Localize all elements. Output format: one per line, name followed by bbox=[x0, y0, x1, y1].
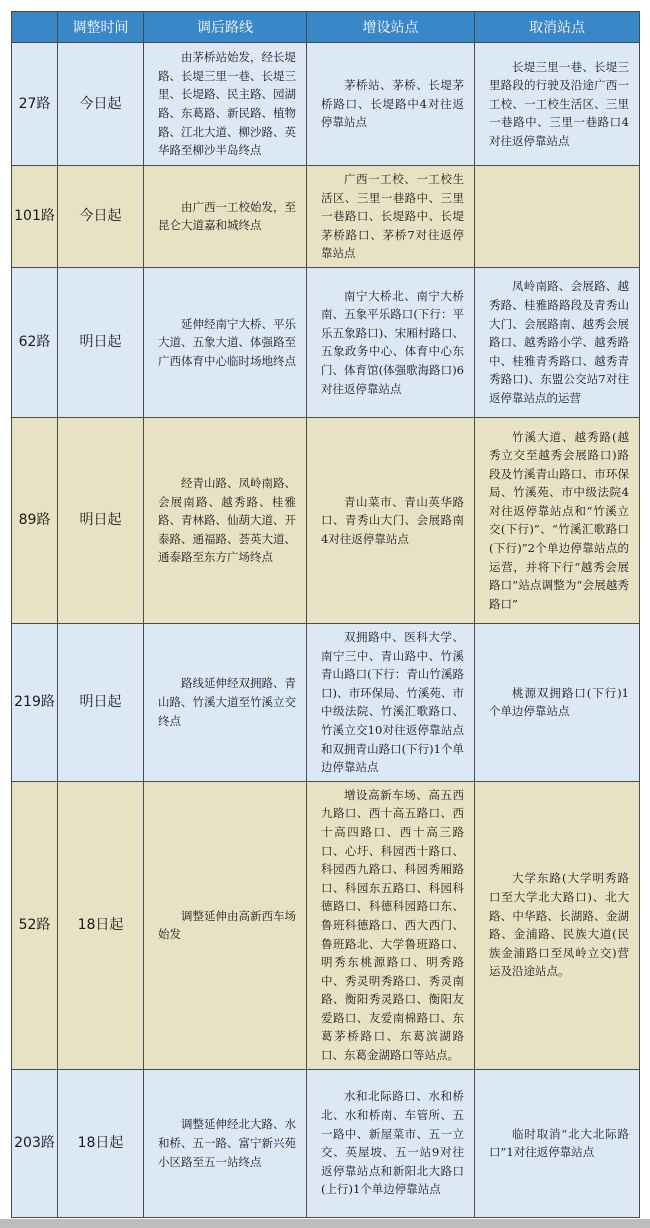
header-route bbox=[12, 12, 58, 43]
adjust-time: 18日起 bbox=[58, 781, 144, 1069]
adjust-time: 今日起 bbox=[58, 43, 144, 166]
cancelled-stops-text: 临时取消“北大北际路口”1对往返停靠站点 bbox=[475, 1069, 640, 1217]
adjust-time: 明日起 bbox=[58, 623, 144, 781]
bottom-divider bbox=[0, 1219, 650, 1228]
route-number: 62路 bbox=[12, 267, 58, 417]
adjust-time: 明日起 bbox=[58, 267, 144, 417]
route-number: 27路 bbox=[12, 43, 58, 166]
adjust-time: 明日起 bbox=[58, 417, 144, 623]
table-row bbox=[12, 623, 640, 781]
table-row bbox=[12, 781, 640, 1069]
adjust-time: 今日起 bbox=[58, 166, 144, 268]
new-route-text: 由茅桥站始发，经长堤路、长堤三里一巷、长堤三里、长堤路、民主路、园湖路、东葛路、新民路、植物路、江北大道、柳沙路、英华路至柳沙半岛终点 bbox=[144, 43, 307, 166]
table-row bbox=[12, 417, 640, 623]
header-time: 调整时间 bbox=[58, 12, 144, 43]
added-stops-text: 增设高新车场、高五西九路口、西十高五路口、西十高四路口、西十高三路口、心圩、科园西十路口、科园西九路口、科园秀厢路口、科园东五路口、科园科德路口、科德科园路口东、鲁班科德路口、西大西门、鲁班路北、大学鲁班路口、明秀东桃源路口、明秀路中、秀灵明秀路口、秀灵南路、衡阳秀灵路口、衡阳友爱路口、友爱南棉路口、东葛茅桥路口、东葛滨湖路口、东葛金湖路口等站点。 bbox=[307, 781, 475, 1069]
new-route-text: 经青山路、凤岭南路、会展南路、越秀路、桂雅路、青林路、仙葫大道、开泰路、通福路、荟英大道、通泰路至东方广场终点 bbox=[144, 417, 307, 623]
cancelled-stops-text bbox=[475, 166, 640, 268]
adjust-time: 18日起 bbox=[58, 1069, 144, 1217]
route-number: 89路 bbox=[12, 417, 58, 623]
route-number: 203路 bbox=[12, 1069, 58, 1217]
header-new-route: 调后路线 bbox=[144, 12, 307, 43]
new-route-text: 路线延伸经双拥路、青山路、竹溪大道至竹溪立交终点 bbox=[144, 623, 307, 781]
cancelled-stops-text: 桃源双拥路口(下行)1个单边停靠站点 bbox=[475, 623, 640, 781]
added-stops-text: 南宁大桥北、南宁大桥南、五象平乐路口(下行：平乐五象路口)、宋厢村路口、五象政务中心、体育中心东门、体育馆(体强歌海路口)6对往返停靠站点 bbox=[307, 267, 475, 417]
bus-route-adjustment-table bbox=[11, 11, 640, 1218]
table-row bbox=[12, 166, 640, 268]
route-number: 101路 bbox=[12, 166, 58, 268]
added-stops-text: 茅桥站、茅桥、长堤茅桥路口、长堤路中4对往返停靠站点 bbox=[307, 43, 475, 166]
cancelled-stops-text: 竹溪大道、越秀路(越秀立交至越秀会展路口)路段及竹溪青山路口、市环保局、竹溪苑、市中级法院4对往返停靠站点和“竹溪立交(下行)”、“竹溪汇歌路口(下行)”2个单边停靠站点的运营，并将下行“越秀会展路口”站点调整为“会展越秀路口” bbox=[475, 417, 640, 623]
cancelled-stops-text: 凤岭南路、会展路、越秀路、桂雅路路段及青秀山大门、会展路南、越秀会展路口、越秀路小学、越秀路中、桂雅青秀路口、越秀青秀路口)、东盟公交站7对往返停靠站点的运营 bbox=[475, 267, 640, 417]
added-stops-text: 水和北际路口、水和桥北、水和桥南、车管所、五一路中、新屋菜市、五一立交、英屋坡、五一站9对往返停靠站点和新阳北大路口(上行)1个单边停靠站点 bbox=[307, 1069, 475, 1217]
cancelled-stops-text: 长堤三里一巷、长堤三里路段的行驶及沿途广西一工校、一工校生活区、三里一巷路中、三里一巷路口4对往返停靠站点 bbox=[475, 43, 640, 166]
added-stops-text: 青山菜市、青山英华路口、青秀山大门、会展路南4对往返停靠站点 bbox=[307, 417, 475, 623]
route-number: 52路 bbox=[12, 781, 58, 1069]
new-route-text: 调整延伸经北大路、水和桥、五一路、富宁新兴苑小区路至五一站终点 bbox=[144, 1069, 307, 1217]
header-added-stops: 增设站点 bbox=[307, 12, 475, 43]
header-cancelled-stops: 取消站点 bbox=[475, 12, 640, 43]
new-route-text: 由广西一工校始发，至昆仑大道嘉和城终点 bbox=[144, 166, 307, 268]
new-route-text: 延伸经南宁大桥、平乐大道、五象大道、体强路至广西体育中心临时场地终点 bbox=[144, 267, 307, 417]
table-row bbox=[12, 43, 640, 166]
table-row bbox=[12, 1069, 640, 1217]
cancelled-stops-text: 大学东路(大学明秀路口至大学北大路口)、北大路、中华路、长湖路、金湖路、金浦路、民族大道(民族金浦路口至凤岭立交)营运及沿途站点。 bbox=[475, 781, 640, 1069]
new-route-text: 调整延伸由高新西车场始发 bbox=[144, 781, 307, 1069]
route-number: 219路 bbox=[12, 623, 58, 781]
table-row bbox=[12, 267, 640, 417]
added-stops-text: 双拥路中、医科大学、南宁三中、青山路中、竹溪青山路口(下行：青山竹溪路口)、市环保局、竹溪苑、市中级法院、竹溪汇歌路口、竹溪立交10对往返停靠站点和双拥青山路口(下行)1个单边停靠站点 bbox=[307, 623, 475, 781]
added-stops-text: 广西一工校、一工校生活区、三里一巷路中、三里一巷路口、长堤路中、长堤茅桥路口、茅桥7对往返停靠站点 bbox=[307, 166, 475, 268]
table-header-row bbox=[12, 12, 640, 43]
